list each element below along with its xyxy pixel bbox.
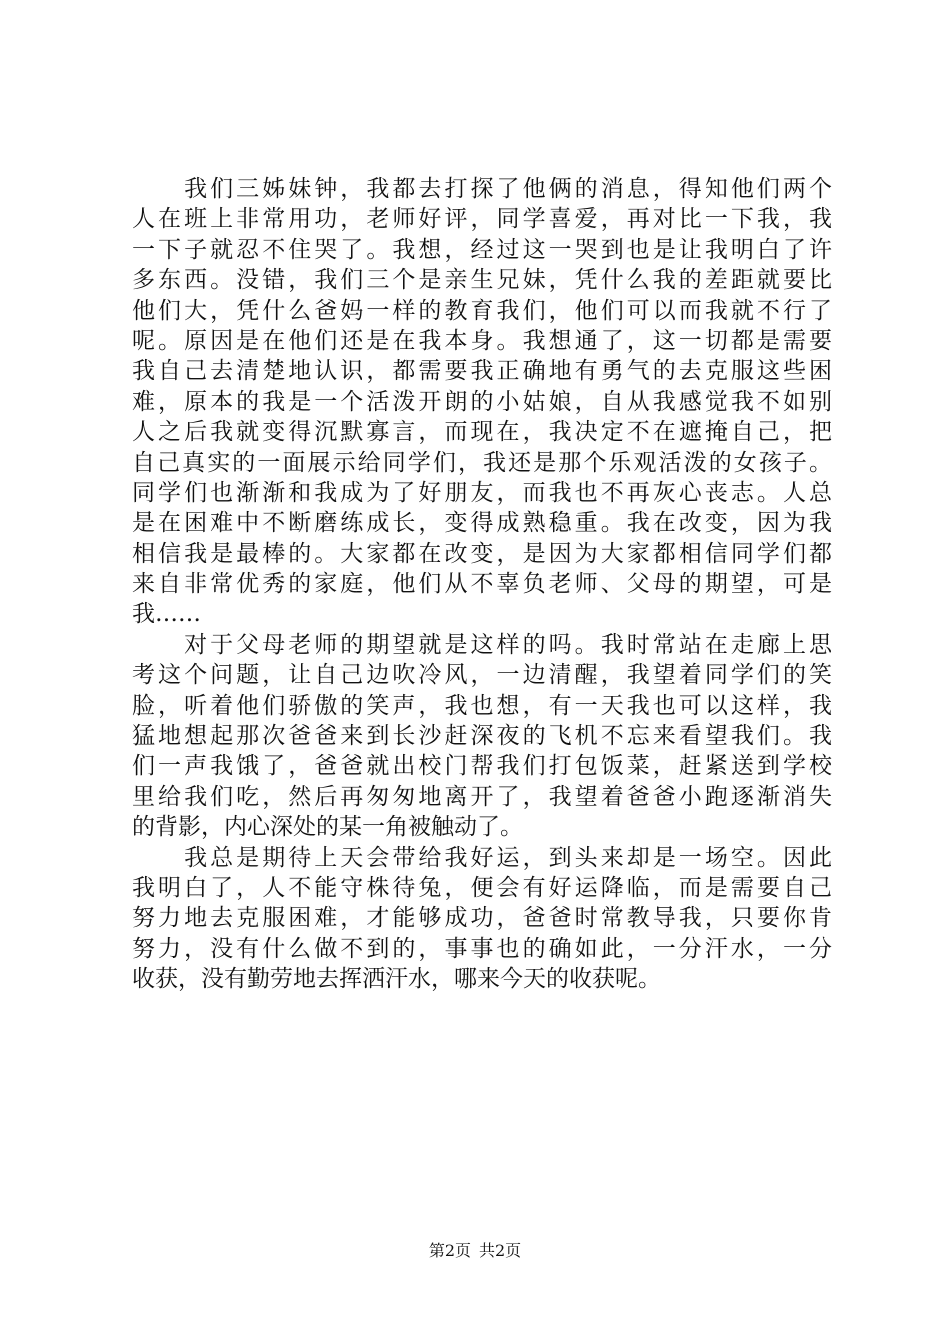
text-line: 他们大，凭什么爸妈一样的教育我们，他们可以而我就不行了 <box>132 297 832 324</box>
page-footer <box>0 1241 950 1261</box>
text-line: 人在班上非常用功，老师好评，同学喜爱，再对比一下我，我 <box>132 206 832 233</box>
text-line: 的背影，内心深处的某一角被触动了。 <box>132 814 523 841</box>
essay-body <box>132 174 832 995</box>
text-line: 多东西。没错，我们三个是亲生兄妹，凭什么我的差距就要比 <box>132 267 832 294</box>
text-line: 脸，听着他们骄傲的笑声，我也想，有一天我也可以这样，我 <box>132 692 832 719</box>
text-line: 我明白了，人不能守株待兔，便会有好运降临，而是需要自己 <box>132 874 832 901</box>
text-line: 是在困难中不断磨练成长，变得成熟稳重。我在改变，因为我 <box>132 510 832 537</box>
text-line: 努力，没有什么做不到的，事事也的确如此，一分汗水，一分 <box>132 935 832 962</box>
text-line: 人之后我就变得沉默寡言，而现在，我决定不在遮掩自己，把 <box>132 419 832 446</box>
text-line: 们一声我饿了，爸爸就出校门帮我们打包饭菜，赶紧送到学校 <box>132 753 832 780</box>
text-line: 一下子就忍不住哭了。我想，经过这一哭到也是让我明白了许 <box>132 236 832 263</box>
text-line: 对于父母老师的期望就是这样的吗。我时常站在走廊上思 <box>132 631 832 658</box>
text-line: 我…… <box>132 601 201 628</box>
text-line: 收获，没有勤劳地去挥洒汗水，哪来今天的收获呢。 <box>132 966 661 993</box>
text-line: 来自非常优秀的家庭，他们从不辜负老师、父母的期望，可是 <box>132 571 832 598</box>
text-line: 里给我们吃，然后再匆匆地离开了，我望着爸爸小跑逐渐消失 <box>132 783 832 810</box>
text-line: 我总是期待上天会带给我好运，到头来却是一场空。因此 <box>132 844 832 871</box>
text-line: 我们三姊妹钟，我都去打探了他俩的消息，得知他们两个 <box>132 176 832 202</box>
page-number: 第2页 <box>428 1241 471 1260</box>
page-total: 共2页 <box>479 1241 522 1260</box>
text-line: 同学们也渐渐和我成为了好朋友，而我也不再灰心丧志。人总 <box>132 479 832 506</box>
text-line: 呢。原因是在他们还是在我本身。我想通了，这一切都是需要 <box>132 327 832 354</box>
text-line: 猛地想起那次爸爸来到长沙赶深夜的飞机不忘来看望我们。我 <box>132 723 832 750</box>
text-line: 努力地去克服困难，才能够成功，爸爸时常教导我，只要你肯 <box>132 905 832 932</box>
text-line: 自己真实的一面展示给同学们，我还是那个乐观活泼的女孩子。 <box>132 449 832 476</box>
text-line: 难，原本的我是一个活泼开朗的小姑娘，自从我感觉我不如别 <box>132 388 832 415</box>
text-line: 考这个问题，让自己边吹冷风，一边清醒，我望着同学们的笑 <box>132 662 832 689</box>
text-line: 我自己去清楚地认识，都需要我正确地有勇气的去克服这些困 <box>132 358 832 385</box>
text-line: 相信我是最棒的。大家都在改变，是因为大家都相信同学们都 <box>132 540 832 567</box>
